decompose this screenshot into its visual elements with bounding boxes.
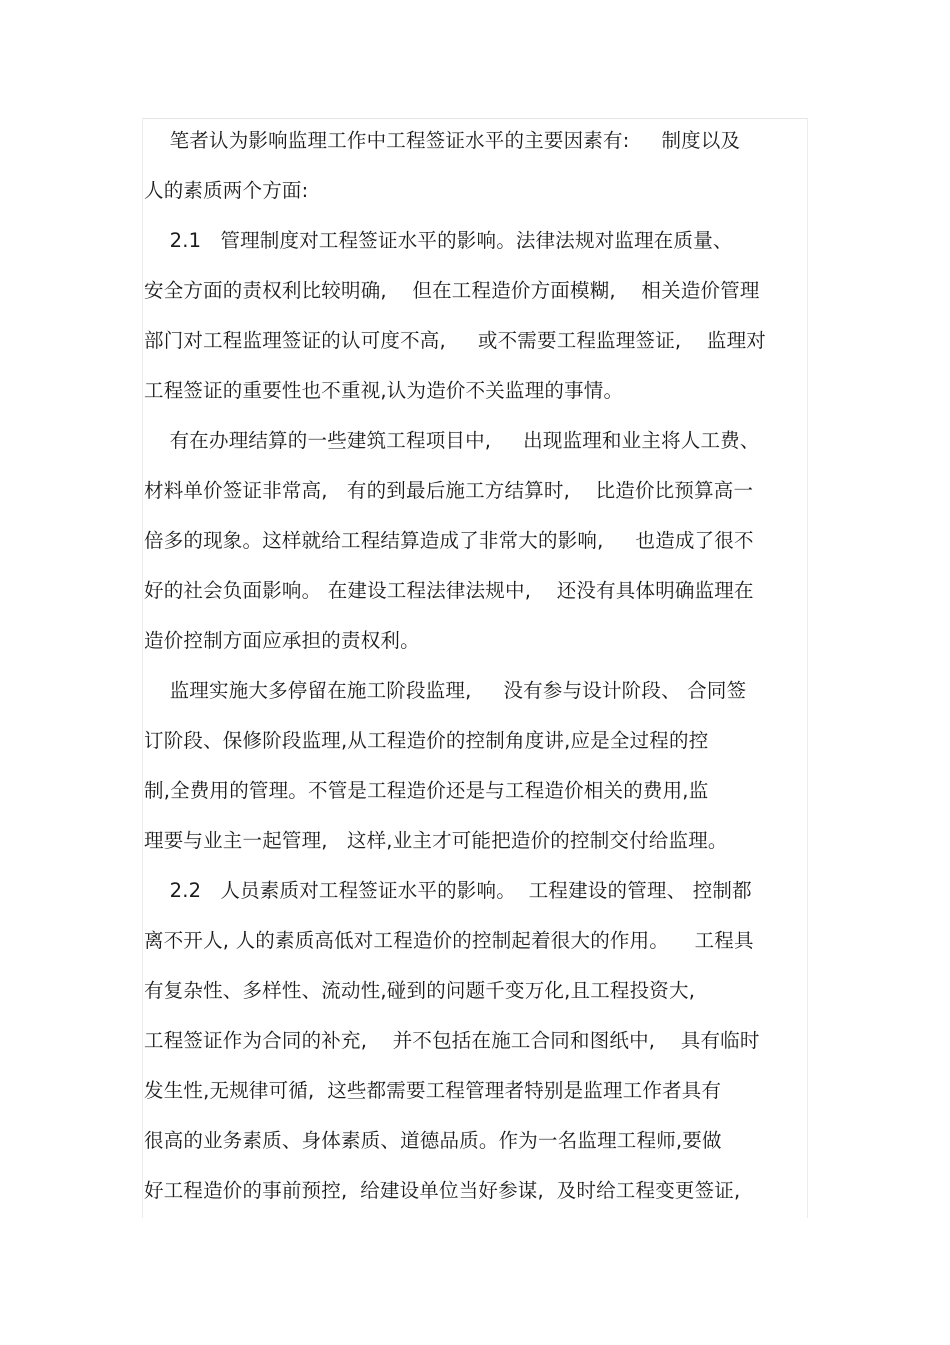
text-line: 订阶段、保修阶段监理,从工程造价的控制角度讲,应是全过程的控 [144, 729, 709, 752]
text-line: 好工程造价的事前预控, 给建设单位当好参谋, 及时给工程变更签证, [144, 1179, 741, 1202]
text-line: 倍多的现象。这样就给工程结算造成了非常大的影响, 也造成了很不 [144, 529, 754, 552]
text-line: 部门对工程监理签证的认可度不高, 或不需要工程监理签证, 监理对 [144, 329, 766, 352]
text-line: 发生性,无规律可循, 这些都需要工程管理者特别是监理工作者具有 [144, 1079, 722, 1102]
page-frame-left-border [142, 118, 143, 1218]
text-line: 安全方面的责权利比较明确, 但在工程造价方面模糊, 相关造价管理 [144, 279, 760, 302]
text-line: 造价控制方面应承担的责权利。 [144, 629, 420, 652]
text-line: 很高的业务素质、身体素质、道德品质。作为一名监理工程师,要做 [144, 1129, 722, 1152]
text-line: 工程签证的重要性也不重视,认为造价不关监理的事情。 [144, 379, 624, 402]
text-line: 2.2 人员素质对工程签证水平的影响。 工程建设的管理、 控制都 [144, 879, 752, 902]
text-line: 2.1 管理制度对工程签证水平的影响。法律法规对监理在质量、 [144, 229, 733, 252]
text-line: 工程签证作为合同的补充, 并不包括在施工合同和图纸中, 具有临时 [144, 1029, 760, 1052]
text-line: 监理实施大多停留在施工阶段监理, 没有参与设计阶段、 合同签 [144, 679, 747, 702]
text-line: 离不开人, 人的素质高低对工程造价的控制起着很大的作用。 工程具 [144, 929, 754, 952]
text-line: 理要与业主一起管理, 这样,业主才可能把造价的控制交付给监理。 [144, 829, 728, 852]
text-line: 人的素质两个方面: [144, 179, 309, 202]
text-line: 好的社会负面影响。 在建设工程法律法规中, 还没有具体明确监理在 [144, 579, 754, 602]
text-line: 制,全费用的管理。不管是工程造价还是与工程造价相关的费用,监 [144, 779, 709, 802]
text-line: 有复杂性、多样性、流动性,碰到的问题千变万化,且工程投资大, [144, 979, 696, 1002]
text-line: 材料单价签证非常高, 有的到最后施工方结算时, 比造价比预算高一 [144, 479, 754, 502]
text-line: 笔者认为影响监理工作中工程签证水平的主要因素有: 制度以及 [144, 129, 741, 152]
text-line: 有在办理结算的一些建筑工程项目中, 出现监理和业主将人工费、 [144, 429, 760, 452]
